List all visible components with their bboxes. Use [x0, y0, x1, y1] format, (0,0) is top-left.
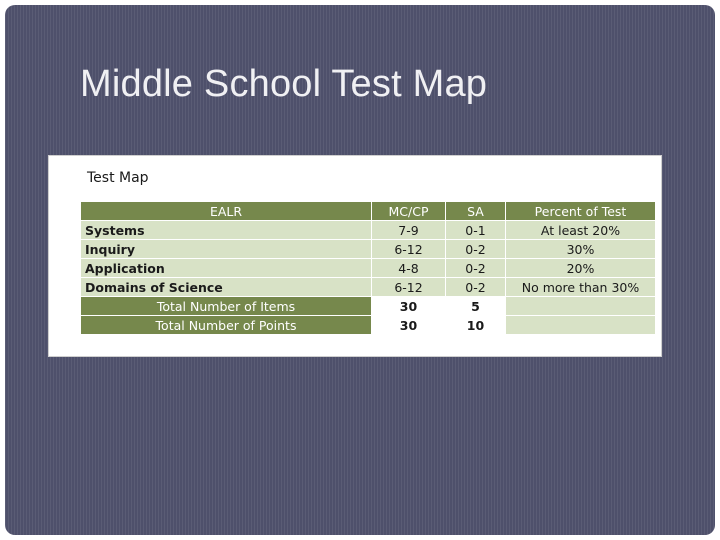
total-label-cell: Total Number of Items [81, 297, 372, 316]
row-percent-cell: At least 20% [506, 221, 656, 240]
test-map-image [48, 155, 662, 357]
column-header-sa: SA [446, 202, 506, 221]
total-sa-cell: 5 [446, 297, 506, 316]
test-map-heading: Test Map [87, 170, 149, 186]
slide-title: Middle School Test Map [80, 63, 488, 105]
total-mc-cp-cell: 30 [372, 297, 446, 316]
row-percent-cell: No more than 30% [506, 278, 656, 297]
row-mc-cp-cell: 6-12 [372, 278, 446, 297]
totals-row [81, 316, 656, 335]
row-mc-cp-cell: 4-8 [372, 259, 446, 278]
totals-row [81, 297, 656, 316]
total-label-cell: Total Number of Points [81, 316, 372, 335]
total-empty-cell [506, 297, 656, 316]
row-percent-cell: 20% [506, 259, 656, 278]
row-mc-cp-cell: 6-12 [372, 240, 446, 259]
table-row [81, 278, 656, 297]
total-mc-cp-cell: 30 [372, 316, 446, 335]
slide-background [5, 5, 715, 535]
row-mc-cp-cell: 7-9 [372, 221, 446, 240]
row-ealr-cell: Inquiry [81, 240, 372, 259]
table-row [81, 259, 656, 278]
total-empty-cell [506, 316, 656, 335]
column-header-percent: Percent of Test [506, 202, 656, 221]
test-map-table [80, 201, 656, 335]
table-header-row [81, 202, 656, 221]
row-ealr-cell: Domains of Science [81, 278, 372, 297]
total-sa-cell: 10 [446, 316, 506, 335]
row-sa-cell: 0-2 [446, 259, 506, 278]
table-row [81, 221, 656, 240]
column-header-ealr: EALR [81, 202, 372, 221]
row-sa-cell: 0-2 [446, 278, 506, 297]
column-header-mc-cp: MC/CP [372, 202, 446, 221]
row-ealr-cell: Systems [81, 221, 372, 240]
row-ealr-cell: Application [81, 259, 372, 278]
row-sa-cell: 0-1 [446, 221, 506, 240]
row-sa-cell: 0-2 [446, 240, 506, 259]
table-row [81, 240, 656, 259]
row-percent-cell: 30% [506, 240, 656, 259]
